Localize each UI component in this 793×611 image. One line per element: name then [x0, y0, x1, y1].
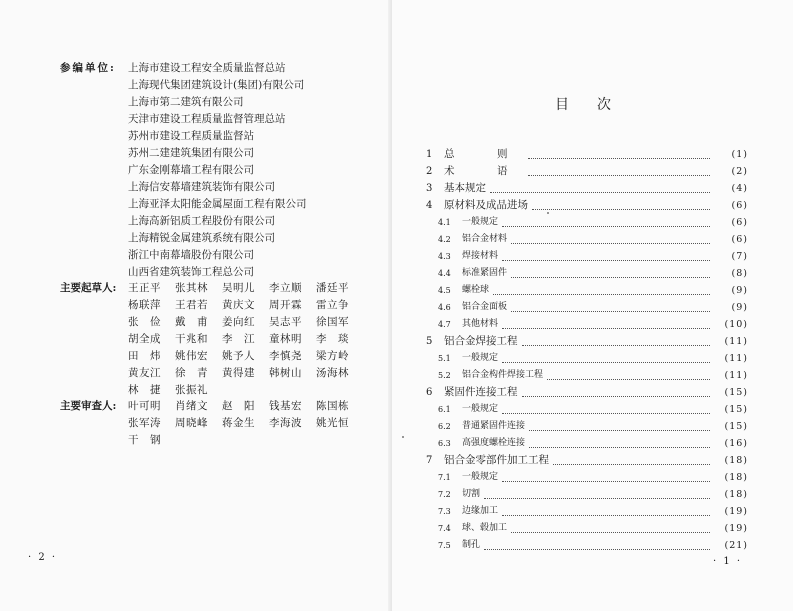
toc-entry-number: 5.1 — [438, 354, 451, 363]
toc-entry — [426, 367, 748, 384]
drafter-name-row — [60, 297, 380, 314]
toc-entry-page: (6) — [731, 200, 748, 211]
drafter-name-row — [60, 382, 380, 399]
participant-row — [60, 111, 380, 128]
toc-entry — [426, 197, 748, 214]
toc-entry — [426, 401, 748, 418]
toc-leader-dots — [511, 310, 710, 312]
drafter-name: 王正平 — [128, 282, 161, 294]
toc-entry-title: 球、毂加工 — [462, 523, 508, 533]
drafter-name: 黄庆文 — [222, 299, 255, 311]
drafter-name-grid — [128, 348, 363, 365]
toc-entry-title: 一般规定 — [462, 217, 499, 227]
toc-entry-page: (19) — [724, 523, 748, 534]
reviewer-name: 姚光恒 — [316, 417, 349, 429]
toc-leader-dots — [502, 361, 710, 363]
participant-unit: 上海亚泽太阳能金属屋面工程有限公司 — [128, 198, 307, 210]
table-of-contents — [426, 146, 748, 554]
toc-leader-dots — [502, 225, 710, 227]
drafter-name: 李立顺 — [269, 282, 302, 294]
toc-entry-page: (16) — [724, 438, 748, 449]
drafter-name: 张其林 — [175, 282, 208, 294]
reviewer-name: 周晓峰 — [175, 417, 208, 429]
participant-row — [60, 77, 380, 94]
reviewers-section — [60, 398, 380, 449]
reviewer-name: 蒋金生 — [222, 417, 255, 429]
toc-entry — [426, 418, 748, 435]
reviewer-name: 肖绪文 — [175, 400, 208, 412]
toc-entry-number: 7.5 — [438, 541, 451, 550]
toc-leader-dots — [522, 395, 711, 397]
participant-unit: 上海现代集团建筑设计(集团)有限公司 — [128, 79, 305, 91]
toc-entry-page: (11) — [724, 353, 748, 364]
drafter-name: 徐 青 — [175, 367, 208, 379]
toc-entry — [426, 469, 748, 486]
toc-entry-number: 1 — [426, 149, 433, 160]
toc-entry-page: (11) — [724, 370, 748, 381]
participant-row — [60, 94, 380, 111]
toc-leader-dots — [528, 157, 711, 159]
toc-entry — [426, 248, 748, 265]
drafter-name-grid — [128, 314, 363, 331]
toc-entry-number: 4.5 — [438, 286, 451, 295]
toc-entry — [426, 503, 748, 520]
toc-entry — [426, 163, 748, 180]
drafter-name: 姚伟宏 — [175, 350, 208, 362]
toc-entry-page: (21) — [724, 540, 748, 551]
drafter-name: 雷立争 — [316, 299, 349, 311]
drafter-name-grid — [128, 297, 363, 314]
reviewer-name-row — [60, 398, 380, 415]
drafter-name: 梁方岭 — [316, 350, 349, 362]
drafter-name-row — [60, 365, 380, 382]
toc-entry-title: 铝合金零部件加工工程 — [444, 454, 549, 466]
participant-row — [60, 162, 380, 179]
toc-entry — [426, 214, 748, 231]
toc-entry-page: (19) — [724, 506, 748, 517]
toc-entry-number: 4.4 — [438, 269, 451, 278]
participant-row — [60, 60, 380, 77]
toc-entry-page: (15) — [724, 387, 748, 398]
toc-leader-dots — [511, 276, 710, 278]
toc-leader-dots — [529, 446, 710, 448]
toc-entry — [426, 299, 748, 316]
drafter-name: 姚予人 — [222, 350, 255, 362]
toc-entry-page: (18) — [724, 489, 748, 500]
toc-entry — [426, 486, 748, 503]
toc-entry — [426, 180, 748, 197]
toc-entry-number: 6.1 — [438, 405, 451, 414]
drafter-name: 童林明 — [269, 333, 302, 345]
reviewer-name-grid — [128, 432, 363, 449]
toc-entry-title: 原材料及成品进场 — [444, 199, 528, 211]
toc-entry-title: 一般规定 — [462, 353, 499, 363]
participant-unit: 苏州市建设工程质量监督站 — [128, 130, 254, 142]
scan-speck — [402, 436, 404, 438]
reviewers-label: 主要审查人: — [60, 400, 117, 412]
reviewer-name-row — [60, 432, 380, 449]
drafter-name: 黄得建 — [222, 367, 255, 379]
toc-entry — [426, 384, 748, 401]
participant-unit: 上海高新铝质工程股份有限公司 — [128, 215, 275, 227]
drafter-name: 李 江 — [222, 333, 255, 345]
toc-entry — [426, 537, 748, 554]
reviewer-name: 李海波 — [269, 417, 302, 429]
participant-row — [60, 128, 380, 145]
toc-entry-number: 6.2 — [438, 422, 451, 431]
drafter-name: 李 琰 — [316, 333, 349, 345]
toc-entry-page: (9) — [731, 302, 748, 313]
toc-entry-number: 5.2 — [438, 371, 451, 380]
drafter-name: 田 炜 — [128, 350, 161, 362]
reviewer-name-row — [60, 415, 380, 432]
toc-entry — [426, 265, 748, 282]
toc-entry-number: 2 — [426, 166, 433, 177]
drafter-name-grid — [128, 382, 363, 399]
toc-entry — [426, 282, 748, 299]
reviewer-name: 赵 阳 — [222, 400, 255, 412]
toc-entry-page: (15) — [724, 421, 748, 432]
toc-entry-title: 制孔 — [462, 540, 481, 550]
toc-entry-number: 7.3 — [438, 507, 451, 516]
drafter-name: 戴 甫 — [175, 316, 208, 328]
participant-unit: 苏州二建建筑集团有限公司 — [128, 147, 254, 159]
participant-unit: 山西省建筑装饰工程总公司 — [128, 266, 254, 278]
toc-entry-page: (1) — [731, 149, 748, 160]
toc-entry-title: 铝合金面板 — [462, 302, 508, 312]
drafter-name-row — [60, 331, 380, 348]
toc-entry — [426, 520, 748, 537]
toc-entry-number: 4.3 — [438, 252, 451, 261]
toc-entry-number: 3 — [426, 183, 433, 194]
drafter-name: 林 捷 — [128, 384, 161, 396]
toc-entry-title: 切割 — [462, 489, 481, 499]
drafter-name-grid — [128, 331, 363, 348]
toc-entry-title: 基本规定 — [444, 182, 486, 194]
toc-entry-page: (15) — [724, 404, 748, 415]
toc-entry-number: 4.2 — [438, 235, 451, 244]
toc-entry-title: 标准紧固件 — [462, 268, 508, 278]
toc-leader-dots — [547, 378, 710, 380]
drafter-name: 姜向红 — [222, 316, 255, 328]
toc-entry-page: (6) — [731, 234, 748, 245]
participant-unit: 上海市建设工程安全质量监督总站 — [128, 62, 286, 74]
page-number-right: · 1 · — [713, 556, 743, 567]
participants-label: 参编单位: — [60, 62, 116, 74]
drafter-name: 潘廷平 — [316, 282, 349, 294]
toc-entry-page: (18) — [724, 472, 748, 483]
participant-unit: 天津市建设工程质量监督管理总站 — [128, 113, 286, 125]
toc-entry-title: 铝合金焊接工程 — [444, 335, 518, 347]
toc-leader-dots — [493, 293, 710, 295]
participants-section — [60, 60, 380, 281]
toc-entry — [426, 452, 748, 469]
toc-leader-dots — [522, 344, 711, 346]
toc-leader-dots — [511, 242, 710, 244]
drafter-name: 黄友江 — [128, 367, 161, 379]
toc-leader-dots — [484, 548, 710, 550]
drafter-name: 徐国军 — [316, 316, 349, 328]
toc-leader-dots — [502, 514, 710, 516]
toc-entry-number: 4.1 — [438, 218, 451, 227]
drafter-name-grid — [128, 280, 363, 297]
drafter-name-row — [60, 314, 380, 331]
drafters-section — [60, 280, 380, 399]
reviewer-name: 张军涛 — [128, 417, 161, 429]
toc-leader-dots — [511, 531, 710, 533]
drafter-name-row — [60, 280, 380, 297]
toc-leader-dots — [502, 412, 710, 414]
participant-row — [60, 213, 380, 230]
toc-entry — [426, 333, 748, 350]
scan-speck — [547, 212, 549, 214]
toc-entry-page: (4) — [731, 183, 748, 194]
participant-row — [60, 196, 380, 213]
toc-entry-number: 7.1 — [438, 473, 451, 482]
reviewer-name: 叶可明 — [128, 400, 161, 412]
toc-entry — [426, 350, 748, 367]
page-number-left: · 2 · — [28, 552, 58, 563]
toc-entry-title: 其他材料 — [462, 319, 499, 329]
toc-entry-page: (7) — [731, 251, 748, 262]
toc-title: 目次 — [555, 97, 639, 113]
reviewer-name: 陈国栋 — [316, 400, 349, 412]
toc-entry-number: 4.6 — [438, 303, 451, 312]
toc-entry-page: (9) — [731, 285, 748, 296]
participant-unit: 上海市第二建筑有限公司 — [128, 96, 244, 108]
toc-entry-number: 6.3 — [438, 439, 451, 448]
toc-entry-number: 4.7 — [438, 320, 451, 329]
drafter-name: 干兆和 — [175, 333, 208, 345]
drafter-name: 胡全成 — [128, 333, 161, 345]
toc-entry — [426, 231, 748, 248]
toc-leader-dots — [490, 191, 710, 193]
toc-leader-dots — [532, 208, 710, 210]
drafter-name: 杨联萍 — [128, 299, 161, 311]
toc-entry — [426, 146, 748, 163]
toc-entry-title: 焊接材料 — [462, 251, 499, 261]
drafter-name: 吴志平 — [269, 316, 302, 328]
drafter-name-row — [60, 348, 380, 365]
drafter-name: 吴明儿 — [222, 282, 255, 294]
toc-entry-number: 7 — [426, 455, 433, 466]
toc-entry-title: 铝合金构件焊接工程 — [462, 370, 544, 380]
toc-entry-number: 4 — [426, 200, 433, 211]
drafter-name: 张 俭 — [128, 316, 161, 328]
drafter-name: 周开霖 — [269, 299, 302, 311]
toc-entry-title: 高强度螺栓连接 — [462, 438, 526, 448]
reviewer-name-grid — [128, 415, 363, 432]
toc-entry-number: 5 — [426, 336, 433, 347]
participant-row — [60, 145, 380, 162]
toc-leader-dots — [528, 174, 711, 176]
toc-entry-title: 普通紧固件连接 — [462, 421, 526, 431]
toc-leader-dots — [553, 463, 710, 465]
participant-row — [60, 264, 380, 281]
toc-entry-title: 铝合金材料 — [462, 234, 508, 244]
drafters-label: 主要起草人: — [60, 282, 117, 294]
participant-unit: 浙江中南幕墙股份有限公司 — [128, 249, 254, 261]
participant-row — [60, 179, 380, 196]
left-page — [0, 0, 392, 611]
toc-leader-dots — [502, 259, 710, 261]
toc-entry-number: 7.4 — [438, 524, 451, 533]
drafter-name-grid — [128, 365, 363, 382]
participant-row — [60, 247, 380, 264]
toc-entry — [426, 435, 748, 452]
drafter-name: 李慎尧 — [269, 350, 302, 362]
toc-entry-page: (11) — [724, 336, 748, 347]
toc-leader-dots — [502, 480, 710, 482]
participant-unit: 上海精锐金属建筑系统有限公司 — [128, 232, 275, 244]
participant-unit: 上海信安幕墙建筑装饰有限公司 — [128, 181, 275, 193]
toc-entry-page: (2) — [731, 166, 748, 177]
participant-unit: 广东金刚幕墙工程有限公司 — [128, 164, 254, 176]
toc-entry — [426, 316, 748, 333]
reviewer-name: 钱基宏 — [269, 400, 302, 412]
drafter-name: 张振礼 — [175, 384, 208, 396]
toc-entry-title: 边缘加工 — [462, 506, 499, 516]
reviewer-name-grid — [128, 398, 363, 415]
toc-leader-dots — [484, 497, 710, 499]
drafter-name: 王君若 — [175, 299, 208, 311]
toc-entry-title: 一般规定 — [462, 404, 499, 414]
participant-row — [60, 230, 380, 247]
toc-leader-dots — [502, 327, 710, 329]
toc-entry-number: 7.2 — [438, 490, 451, 499]
toc-entry-page: (8) — [731, 268, 748, 279]
toc-entry-title: 螺栓球 — [462, 285, 490, 295]
toc-entry-page: (6) — [731, 217, 748, 228]
toc-entry-page: (10) — [724, 319, 748, 330]
toc-leader-dots — [529, 429, 710, 431]
toc-entry-number: 6 — [426, 387, 433, 398]
drafter-name: 汤海林 — [316, 367, 349, 379]
toc-entry-page: (18) — [724, 455, 748, 466]
toc-entry-title: 一般规定 — [462, 472, 499, 482]
reviewer-name: 干 钢 — [128, 434, 161, 446]
toc-entry-title: 紧固件连接工程 — [444, 386, 518, 398]
drafter-name: 韩树山 — [269, 367, 302, 379]
toc-entry-title: 总 则 — [444, 148, 524, 160]
toc-entry-title: 术 语 — [444, 165, 524, 177]
